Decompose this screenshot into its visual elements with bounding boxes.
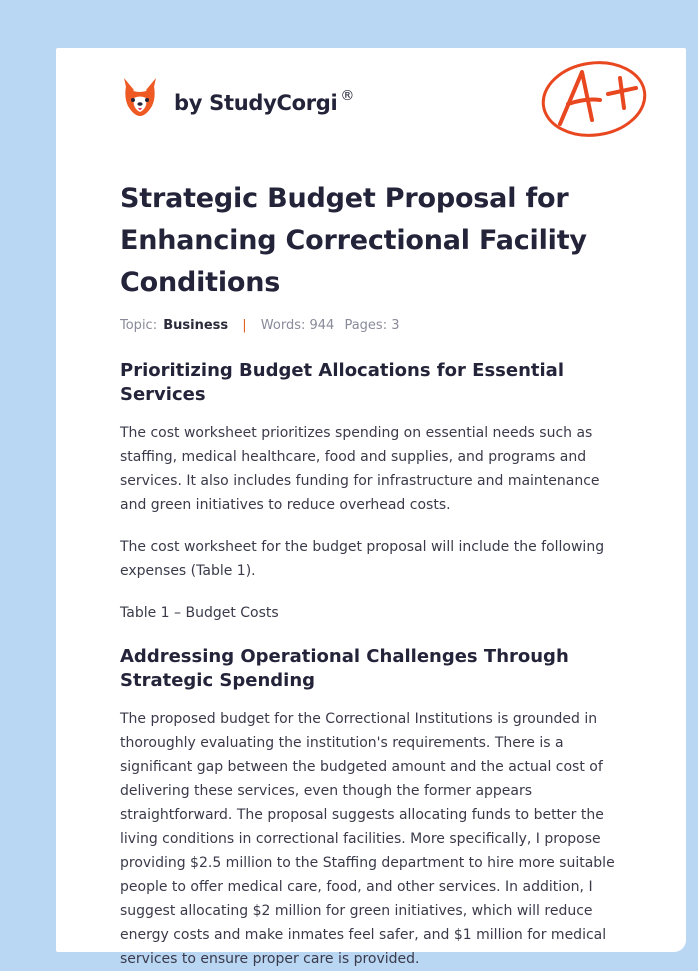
brand-name — [174, 88, 354, 115]
grade-badge — [538, 58, 650, 144]
a-plus-icon — [538, 58, 650, 140]
section-heading-budget-allocations: Prioritizing Budget Allocations for Essential Services — [120, 360, 564, 405]
page-count: Pages: 3 — [344, 318, 400, 333]
meta-separator: | — [242, 318, 247, 333]
paragraph: The proposed budget for the Correctional Institutions is grounded in thoroughly evaluating the institution's requirements. There is a significant gap between the budgeted amount and the actual cost of delivering these services, even though the former appears straightforward. The proposal suggests allocating funds to better the living conditions in correctional facilities. More specifically, I propose providing $2.5 million to the Staffing department to hire more suitable people to offer medical care, food, and other services. In addition, I suggest allocating $2 million for green initiatives, which will reduce energy costs and make inmates feel safer, and $1 million for medical services to ensure proper care is provided. — [120, 711, 615, 967]
section-heading-operational-challenges: Addressing Operational Challenges Through Strategic Spending — [120, 646, 569, 691]
studycorgi-logo[interactable] — [120, 76, 354, 120]
registered-mark: ® — [340, 87, 355, 104]
corgi-icon — [120, 76, 160, 120]
paragraph: The cost worksheet for the budget proposal will include the following expenses (Table 1). — [120, 539, 605, 579]
topic-link[interactable]: Business — [163, 318, 229, 333]
word-count: Words: 944 — [260, 318, 335, 333]
topic-label: Topic: — [120, 318, 158, 333]
table-caption: Table 1 – Budget Costs — [120, 605, 279, 621]
paragraph: The cost worksheet prioritizes spending on essential needs such as staffing, medical healthcare, food and supplies, and programs and services. It also includes funding for infrastructure and maintenance and green initiatives to reduce overhead costs. — [120, 425, 600, 513]
brand-text: by StudyCorgi — [174, 90, 338, 115]
article-meta — [120, 318, 628, 333]
page-title: Strategic Budget Proposal for Enhancing Correctional Facility Conditions — [120, 183, 587, 298]
document-page — [56, 48, 686, 967]
article-content — [120, 178, 628, 971]
